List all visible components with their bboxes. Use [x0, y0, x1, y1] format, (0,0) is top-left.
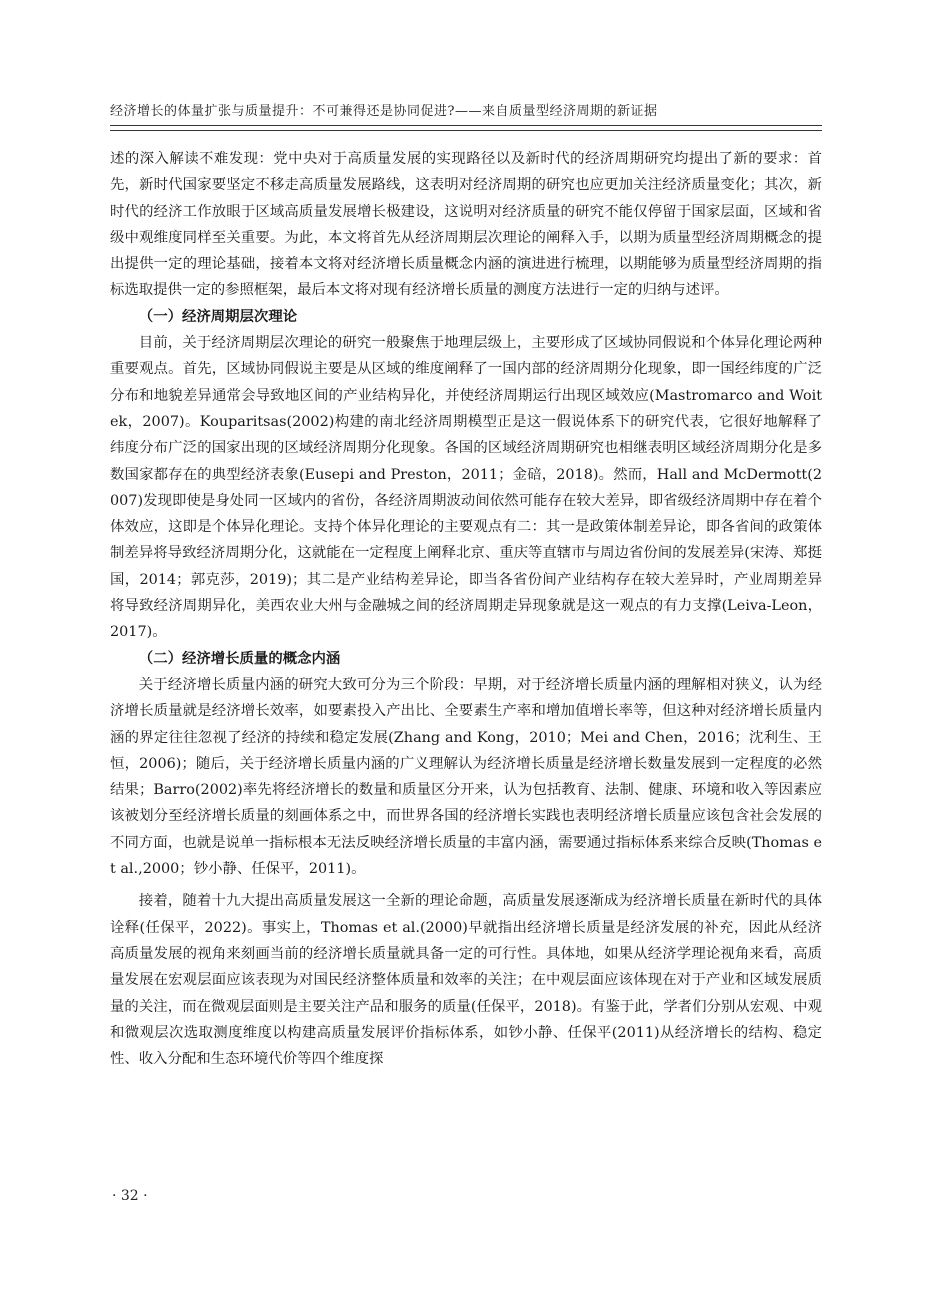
- header-rule-thin: [110, 130, 822, 131]
- paragraph-cycle-theory: 目前，关于经济周期层次理论的研究一般聚焦于地理层级上，主要形成了区域协同假说和个体异化理论两种重要观点。首先，区域协同假说主要是从区域的维度阐释了一国内部的经济周期分化现象，即一国经纬度的广泛分布和地貌差异通常会导致地区间的产业结构异化，并使经济周期运行出现区域效应(Mastromarco and Woitek，2007)。Kouparitsas(2002)构建的南北经济周期模型正是这一假说体系下的研究代表，它很好地解释了纬度分布广泛的国家出现的区域经济周期分化现象。各国的区域经济周期研究也相继表明区域经济周期分化是多数国家都存在的典型经济表象(Eusepi and Preston，2011；金碚，2018)。然而，Hall and McDermott(2007)发现即使是身处同一区域内的省份，各经济周期波动间依然可能存在较大差异，即省级经济周期中存在着个体效应，这即是个体异化理论。支持个体异化理论的主要观点有二：其一是政策体制差异论，即各省间的政策体制差异将导致经济周期分化，这就能在一定程度上阐释北京、重庆等直辖市与周边省份间的发展差异(宋涛、郑挺国，2014；郭克莎，2019)；其二是产业结构差异论，即当各省份间产业结构存在较大差异时，产业周期差异将导致经济周期异化，美西农业大州与金融城之间的经济周期走异现象就是这一观点的有力支撑(Leiva-Leon，2017)。: [110, 335, 822, 641]
- paragraph-intro-continued: 述的深入解读不难发现：党中央对于高质量发展的实现路径以及新时代的经济周期研究均提出了新的要求：首先，新时代国家要坚定不移走高质量发展路线，这表明对经济周期的研究也应更加关注经济质量变化；其次，新时代的经济工作放眼于区域高质量发展增长极建设，这说明对经济质量的研究不能仅停留于国家层面，区域和省级中观维度同样至关重要。为此，本文将首先从经济周期层次理论的阐释入手，以期为质量型经济周期概念的提出提供一定的理论基础，接着本文将对经济增长质量概念内涵的演进进行梳理，以期能够为质量型经济周期的指标选取提供一定的参照框架，最后本文将对现有经济增长质量的测度方法进行一定的归纳与述评。: [110, 151, 822, 299]
- running-header: 经济增长的体量扩张与质量提升：不可兼得还是协同促进?——来自质量型经济周期的新证据: [110, 104, 658, 119]
- section-heading-growth-quality-concept: （二）经济增长质量的概念内涵: [138, 650, 341, 667]
- paragraph-growth-quality-stages: 关于经济增长质量内涵的研究大致可分为三个阶段：早期，对于经济增长质量内涵的理解相对狭义，认为经济增长质量就是经济增长效率，如要素投入产出比、全要素生产率和增加值增长率等，但这种对经济增长质量内涵的界定往往忽视了经济的持续和稳定发展(Zhang and Kong，2010；Mei and Chen，2016；沈利生、王恒，2006)；随后，关于经济增长质量内涵的广义理解认为经济增长质量是经济增长数量发展到一定程度的必然结果；Barro(2002)率先将经济增长的数量和质量区分开来，认为包括教育、法制、健康、环境和收入等因素应该被划分至经济增长质量的刻画体系之中，而世界各国的经济增长实践也表明经济增长质量应该包含社会发展的不同方面，也就是说单一指标根本无法反映经济增长质量的丰富内涵，需要通过指标体系来综合反映(Thomas et al.,2000；钞小静、任保平，2011)。: [110, 676, 822, 878]
- article-body: [110, 146, 822, 1072]
- paragraph-high-quality-development: 接着，随着十九大提出高质量发展这一全新的理论命题，高质量发展逐渐成为经济增长质量在新时代的具体诠释(任保平，2022)。事实上，Thomas et al.(2000)早就指出经济增长质量是经济发展的补充，因此从经济高质量发展的视角来刻画当前的经济增长质量就具备一定的可行性。具体地，如果从经济学理论视角来看，高质量发展在宏观层面应该表现为对国民经济整体质量和效率的关注；在中观层面应该体现在对于产业和区域发展质量的关注，而在微观层面则是主要关注产品和服务的质量(任保平，2018)。有鉴于此，学者们分别从宏观、中观和微观层次选取测度维度以构建高质量发展评价指标体系，如钞小静、任保平(2011)从经济增长的结构、稳定性、收入分配和生态环境代价等四个维度探: [110, 893, 822, 1068]
- header-rule-thick: [110, 125, 822, 126]
- page-number: · 32 ·: [112, 1188, 148, 1204]
- section-heading-business-cycle-theory: （一）经济周期层次理论: [138, 308, 298, 325]
